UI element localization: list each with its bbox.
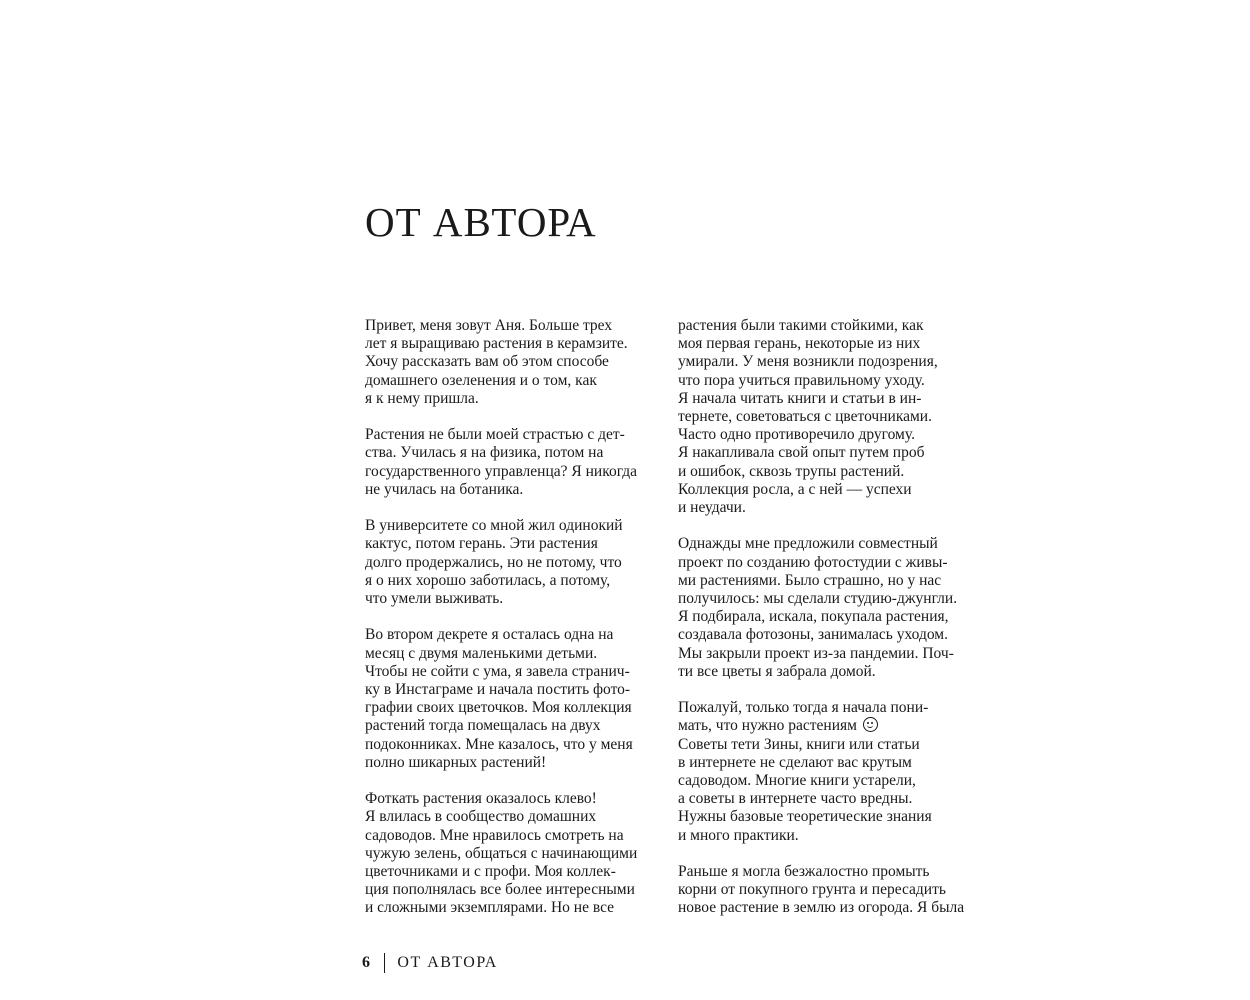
text-line: В университете со мной жил одинокий bbox=[365, 517, 623, 535]
footer-divider bbox=[384, 953, 385, 973]
paragraph bbox=[678, 535, 978, 681]
running-header-title: ОТ АВТОРА bbox=[397, 954, 498, 971]
text-line: Я начала читать книги и статьи в ин- bbox=[678, 389, 922, 407]
text-line: что пора учиться правильному уходу. bbox=[678, 371, 925, 389]
paragraph bbox=[678, 863, 978, 918]
text-line: Я накапливала свой опыт путем проб bbox=[678, 444, 925, 462]
text-line: моя первая герань, некоторые из них bbox=[678, 335, 921, 353]
paragraph bbox=[365, 517, 665, 608]
text-line: долго продержались, но не потому, что bbox=[365, 553, 622, 571]
text-line: в интернете не сделают вас крутым bbox=[678, 753, 912, 771]
text-line-with-smiley bbox=[678, 717, 978, 735]
text-line: Нужны базовые теоретические знания bbox=[678, 808, 932, 826]
text-line: Растения не были моей страстью с дет- bbox=[365, 426, 625, 444]
text-line: создавала фотозоны, занималась уходом. bbox=[678, 626, 948, 644]
text-line: и неудачи. bbox=[678, 499, 746, 517]
text-line: не училась на ботаника. bbox=[365, 480, 524, 498]
text-line: проект по созданию фотостудии с живы- bbox=[678, 553, 948, 571]
text-line: цветочниками и с профи. Моя коллек- bbox=[365, 863, 616, 881]
text-line: Чтобы не сойти с ума, я завела странич- bbox=[365, 662, 630, 680]
text-line: государственного управленца? Я никогда bbox=[365, 462, 638, 480]
paragraph bbox=[365, 317, 665, 408]
text-line: я к нему пришла. bbox=[365, 389, 479, 407]
text-line: ция пополнялась все более интересными bbox=[365, 881, 635, 899]
page-footer bbox=[362, 952, 498, 974]
paragraph bbox=[678, 317, 978, 517]
text-line: Фоткать растения оказалось клево! bbox=[365, 790, 597, 808]
paragraph bbox=[365, 626, 665, 772]
text-line: Я влилась в сообщество домашних bbox=[365, 808, 597, 826]
text-line: ства. Училась я на физика, потом на bbox=[365, 444, 604, 462]
text-line: тернете, советоваться с цветочниками. bbox=[678, 408, 932, 426]
text-line: Коллекция росла, а с ней — успехи bbox=[678, 480, 912, 498]
text-line: новое растение в землю из огорода. Я была bbox=[678, 899, 965, 917]
paragraph bbox=[365, 790, 665, 917]
text-line: Советы тети Зины, книги или статьи bbox=[678, 735, 920, 753]
text-line: а советы в интернете часто вредны. bbox=[678, 790, 913, 808]
text-line: Пожалуй, только тогда я начала пони- bbox=[678, 699, 929, 717]
text-line: месяц с двумя маленькими детьми. bbox=[365, 644, 598, 662]
text-line: и сложными экземплярами. Но не все bbox=[365, 899, 615, 917]
text-line: чужую зелень, общаться с начинающими bbox=[365, 844, 638, 862]
text-line: Привет, меня зовут Аня. Больше трех bbox=[365, 317, 613, 334]
text-line: домашнего озеленения и о том, как bbox=[365, 371, 597, 389]
text-line: растений тогда помещалась на двух bbox=[365, 717, 601, 735]
text-line: кактус, потом герань. Эти растения bbox=[365, 535, 598, 553]
text-line: Мы закрыли проект из-за пандемии. Поч- bbox=[678, 644, 954, 662]
text-line: Часто одно противоречило другому. bbox=[678, 426, 915, 444]
text-line: Хочу рассказать вам об этом способе bbox=[365, 353, 609, 371]
page-number: 6 bbox=[362, 954, 370, 971]
text-line: подоконниках. Мне казалось, что у меня bbox=[365, 735, 633, 753]
text-line: Однажды мне предложили совместный bbox=[678, 535, 938, 553]
page-title: ОТ АВТОРА bbox=[365, 199, 597, 245]
smiley-face-icon bbox=[863, 717, 878, 732]
text-line: получилось: мы сделали студию-джунгли. bbox=[678, 590, 958, 608]
text-line: и ошибок, сквозь трупы растений. bbox=[678, 462, 905, 480]
text-line: и много практики. bbox=[678, 826, 799, 844]
text-line: растения были такими стойкими, как bbox=[678, 317, 924, 334]
text-line: умирали. У меня возникли подозрения, bbox=[678, 353, 938, 371]
paragraph bbox=[678, 699, 978, 845]
text-column-right bbox=[678, 317, 978, 936]
text-line: ми растениями. Было страшно, но у нас bbox=[678, 571, 942, 589]
text-line: ти все цветы я забрала домой. bbox=[678, 662, 876, 680]
text-line: Во втором декрете я осталась одна на bbox=[365, 626, 614, 644]
text-line: Я подбирала, искала, покупала растения, bbox=[678, 608, 949, 626]
text-line: я о них хорошо заботилась, а потому, bbox=[365, 571, 611, 589]
text-line: графии своих цветочков. Моя коллекция bbox=[365, 699, 632, 717]
text-line: корни от покупного грунта и пересадить bbox=[678, 881, 946, 899]
text-line: полно шикарных растений! bbox=[365, 753, 547, 771]
text-line: садоводов. Мне нравилось смотреть на bbox=[365, 826, 624, 844]
text-line: садоводом. Многие книги устарели, bbox=[678, 772, 916, 790]
text-line: Раньше я могла безжалостно промыть bbox=[678, 863, 930, 881]
text-line: что умели выживать. bbox=[365, 590, 504, 608]
paragraph bbox=[365, 426, 665, 499]
text-line: лет я выращиваю растения в керамзите. bbox=[365, 335, 628, 353]
text-fragment: мать, что нужно растениям bbox=[678, 717, 857, 735]
text-column-left bbox=[365, 317, 665, 936]
text-line: ку в Инстаграме и начала постить фото- bbox=[365, 681, 631, 699]
